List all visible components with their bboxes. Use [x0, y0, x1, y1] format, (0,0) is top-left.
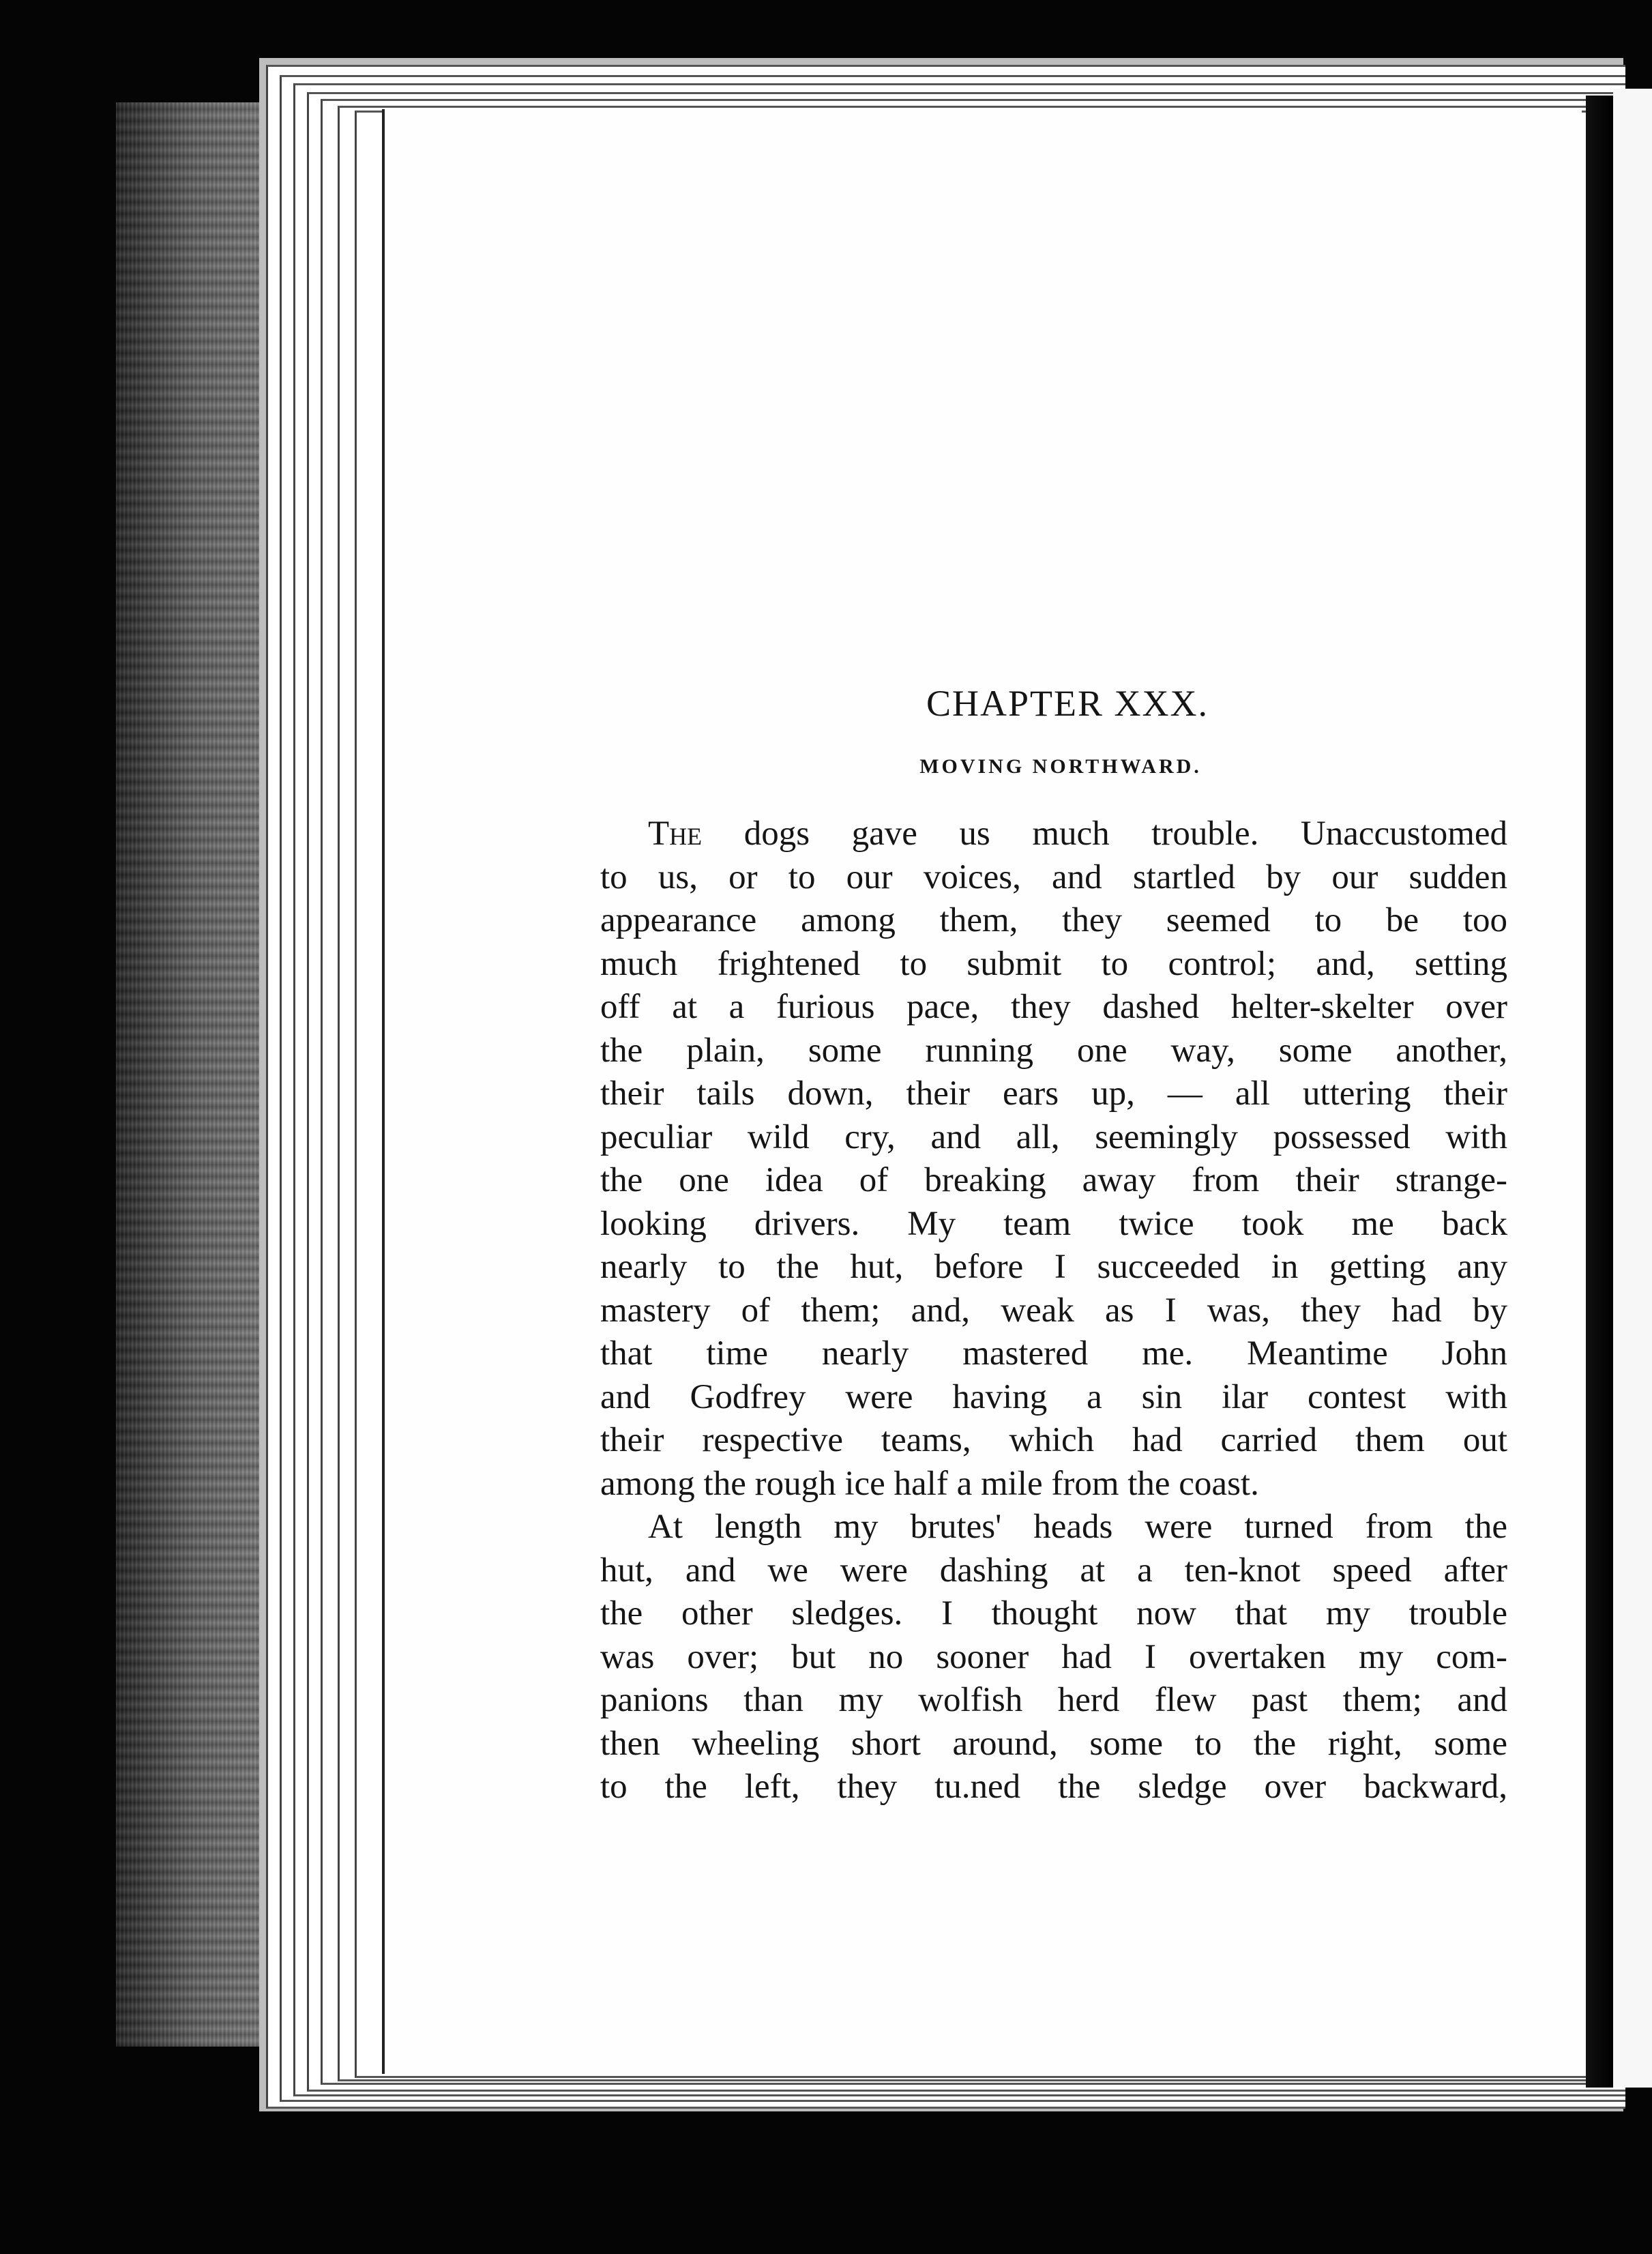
chapter-title: CHAPTER XXX.	[926, 683, 1209, 724]
paragraph-line	[600, 813, 1507, 856]
paragraph-line: much frightened to submit to control; and, setting	[600, 944, 1507, 983]
paragraph-line: the plain, some running one way, some another,	[600, 1031, 1507, 1070]
chapter-subtitle: MOVING NORTHWARD.	[919, 755, 1202, 778]
paragraph-line: their respective teams, which had carried them out	[600, 1421, 1507, 1459]
paragraph-line: then wheeling short around, some to the right, some	[600, 1724, 1507, 1763]
lead-word: The	[648, 815, 703, 853]
paragraph-line: that time nearly mastered me. Meantime John	[600, 1334, 1507, 1373]
paragraph-line: panions than my wolfish herd flew past them; and	[600, 1681, 1507, 1719]
paragraph-line: the one idea of breaking away from their strange-	[600, 1161, 1507, 1199]
facing-page-edge	[1613, 89, 1652, 2088]
paragraph-line: the other sledges. I thought now that my trouble	[600, 1594, 1507, 1633]
paragraph-line: mastery of them; and, weak as I was, they had by	[600, 1291, 1507, 1330]
paragraph-line: At length my brutes' heads were turned from the	[648, 1508, 1507, 1546]
line-text: dogs gave us much trouble. Unaccustomed	[702, 815, 1507, 853]
paragraph-line: was over; but no sooner had I overtaken my com-	[600, 1637, 1507, 1676]
paragraph-line: peculiar wild cry, and all, seemingly possessed with	[600, 1117, 1507, 1156]
paragraph-line: off at a furious pace, they dashed helter-skelter over	[600, 988, 1507, 1026]
paragraph-line: hut, and we were dashing at a ten-knot speed after	[600, 1551, 1507, 1590]
paragraph-line: nearly to the hut, before I succeeded in getting any	[600, 1248, 1507, 1286]
page-text	[600, 682, 1507, 1809]
paragraph-2	[600, 1506, 1507, 1809]
paragraph-1	[600, 813, 1507, 1506]
paragraph-line: to us, or to our voices, and startled by our sudden	[600, 858, 1507, 896]
paragraph-line: to the left, they tu.ned the sledge over backward,	[600, 1768, 1507, 1806]
paragraph-line: among the rough ice half a mile from the coast.	[600, 1464, 1259, 1503]
paragraph-line: and Godfrey were having a sin ilar contest with	[600, 1377, 1507, 1416]
gutter-shadow	[1586, 96, 1613, 2088]
paragraph-line: looking drivers. My team twice took me back	[600, 1204, 1507, 1243]
paragraph-line: appearance among them, they seemed to be too	[600, 901, 1507, 939]
paragraph-line: their tails down, their ears up, — all uttering their	[600, 1074, 1507, 1113]
